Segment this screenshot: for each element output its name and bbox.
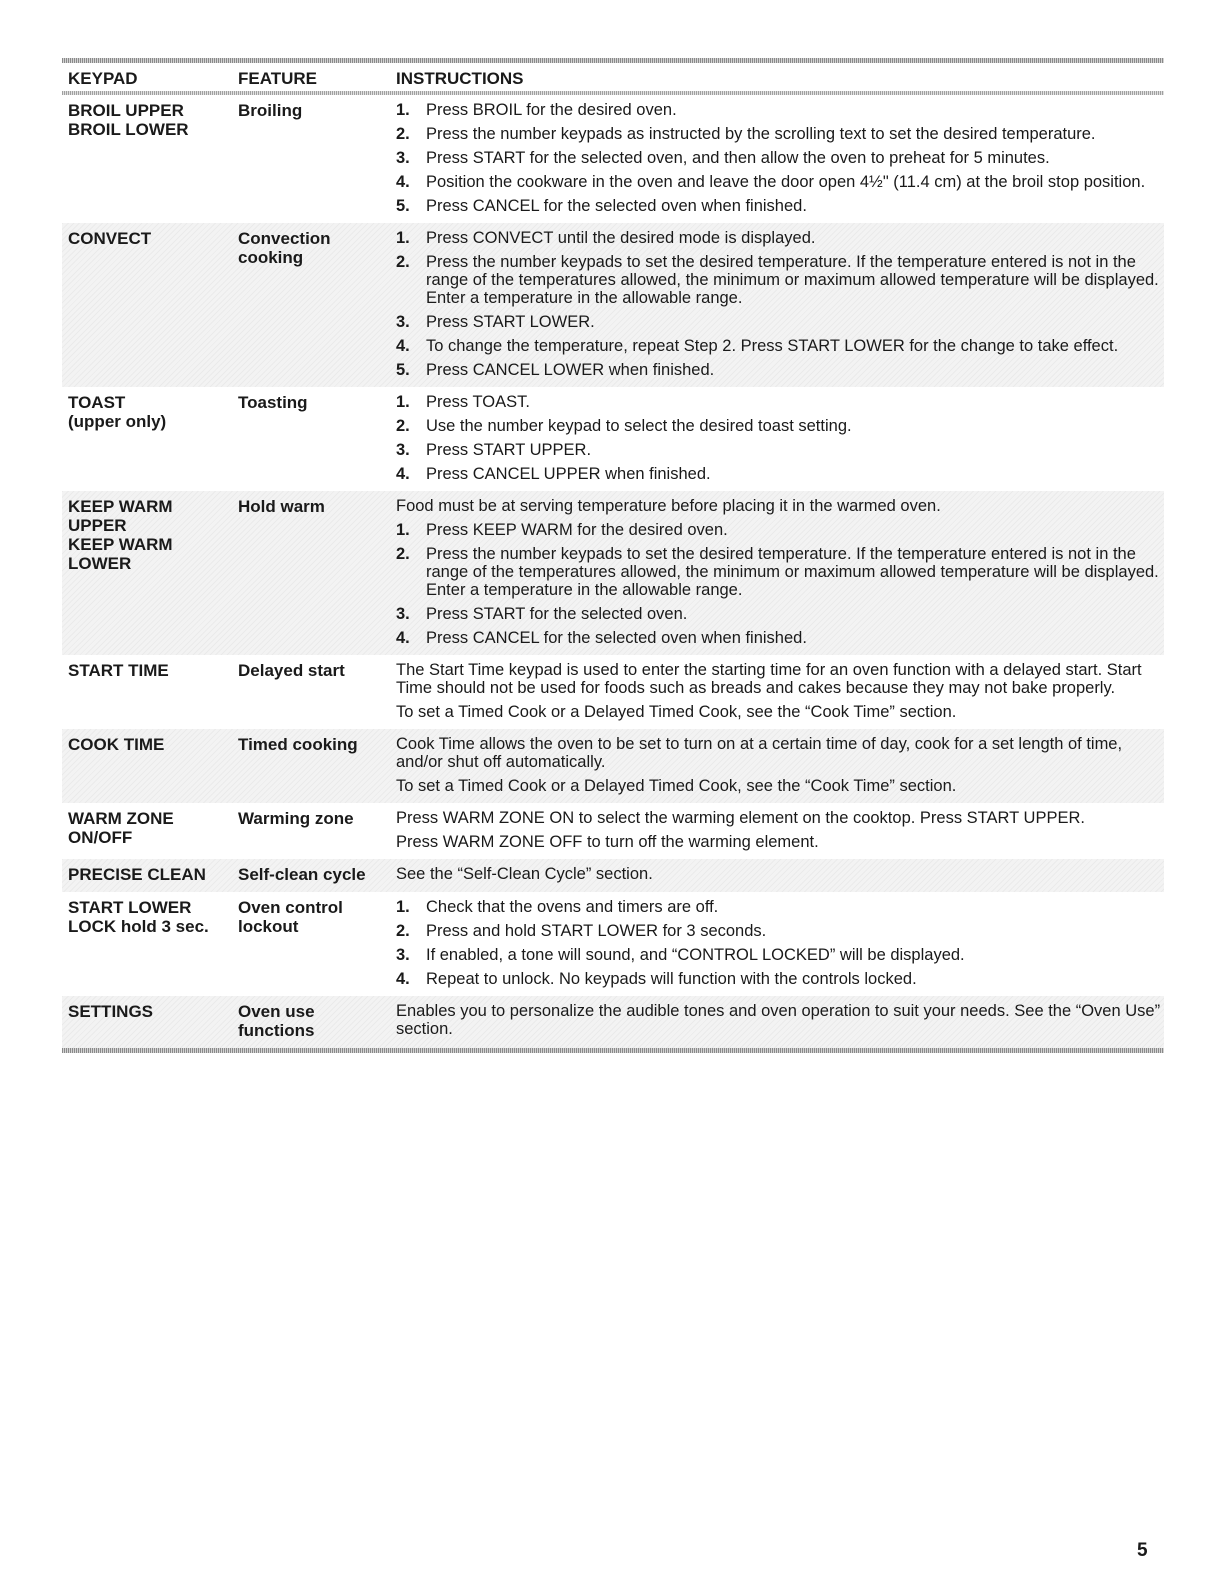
step-number: 4. [396, 465, 410, 483]
step-text: Press the number keypads to set the desired temperature. If the temperature entered is not in the range of the temperatures allowed, the minimum or maximum allowed temperature will be displayed. Enter a temperature in the allowable range. [426, 545, 1159, 599]
step-item [396, 337, 1164, 355]
feature-cell: Hold warm [238, 497, 325, 516]
keypad-cell: START LOWER LOCK hold 3 sec. [68, 898, 209, 936]
step-list [396, 101, 1164, 215]
feature-cell: Delayed start [238, 661, 345, 680]
step-item [396, 946, 1164, 964]
step-item [396, 417, 1164, 435]
step-list [396, 229, 1164, 379]
feature-cell: Oven use functions [238, 1002, 315, 1040]
keypad-cell: WARM ZONE ON/OFF [68, 809, 174, 847]
step-text: Press CONVECT until the desired mode is displayed. [426, 229, 816, 247]
instructions-cell [390, 229, 1164, 379]
step-number: 5. [396, 197, 410, 215]
instructions-cell [390, 393, 1164, 483]
step-number: 1. [396, 229, 410, 247]
step-number: 2. [396, 417, 410, 435]
instructions-cell [390, 497, 1164, 647]
step-item [396, 229, 1164, 247]
instruction-paragraph: The Start Time keypad is used to enter the starting time for an oven function with a delayed start. Start Time should not be used for foods such as breads and cakes because they may not bake properly. [396, 661, 1142, 697]
table-row [62, 95, 1164, 223]
step-text: Press the number keypads as instructed by the scrolling text to set the desired temperature. [426, 125, 1096, 143]
feature-cell: Broiling [238, 101, 303, 120]
step-number: 2. [396, 545, 410, 563]
step-text: Press CANCEL for the selected oven when finished. [426, 629, 807, 647]
step-item [396, 101, 1164, 119]
feature-cell: Oven control lockout [238, 898, 343, 936]
step-item [396, 149, 1164, 167]
keypad-feature-table [62, 58, 1164, 1053]
table-row [62, 892, 1164, 996]
instructions-cell [390, 865, 1164, 884]
step-text: Press START for the selected oven, and then allow the oven to preheat for 5 minutes. [426, 149, 1050, 167]
table-row [62, 996, 1164, 1048]
instruction-paragraph: See the “Self-Clean Cycle” section. [396, 865, 653, 883]
step-item [396, 197, 1164, 215]
header-keypad: KEYPAD [68, 69, 138, 88]
step-text: Check that the ovens and timers are off. [426, 898, 719, 916]
step-text: Use the number keypad to select the desired toast setting. [426, 417, 852, 435]
step-text: Press the number keypads to set the desired temperature. If the temperature entered is not in the range of the temperatures allowed, the minimum or maximum allowed temperature will be displayed. Enter a temperature in the allowable range. [426, 253, 1159, 307]
step-text: Position the cookware in the oven and leave the door open 4½" (11.4 cm) at the broil stop position. [426, 173, 1146, 191]
step-text: Press KEEP WARM for the desired oven. [426, 521, 728, 539]
step-number: 1. [396, 521, 410, 539]
instructions-cell [390, 1002, 1164, 1040]
keypad-cell: KEEP WARM UPPER KEEP WARM LOWER [68, 497, 173, 573]
step-number: 3. [396, 441, 410, 459]
table-row [62, 803, 1164, 859]
keypad-cell: BROIL UPPER BROIL LOWER [68, 101, 189, 139]
step-number: 4. [396, 173, 410, 191]
step-item [396, 970, 1164, 988]
step-item [396, 253, 1164, 307]
step-item [396, 605, 1164, 623]
table-body [62, 95, 1164, 1048]
step-number: 3. [396, 313, 410, 331]
step-text: Press CANCEL for the selected oven when finished. [426, 197, 807, 215]
table-bottom-rule [62, 1048, 1164, 1053]
step-number: 2. [396, 253, 410, 271]
instruction-paragraph: Enables you to personalize the audible tones and oven operation to suit your needs. See the “Oven Use” section. [396, 1002, 1161, 1038]
step-list [396, 393, 1164, 483]
keypad-cell: START TIME [68, 661, 169, 680]
step-item [396, 629, 1164, 647]
step-item [396, 545, 1164, 599]
step-item [396, 173, 1164, 191]
step-number: 2. [396, 125, 410, 143]
step-text: Repeat to unlock. No keypads will function with the controls locked. [426, 970, 917, 988]
header-feature: FEATURE [238, 69, 318, 88]
step-number: 3. [396, 149, 410, 167]
keypad-cell: TOAST (upper only) [68, 393, 167, 431]
instruction-paragraph: Cook Time allows the oven to be set to turn on at a certain time of day, cook for a set length of time, and/or shut off automatically. [396, 735, 1123, 771]
instruction-paragraph: Press WARM ZONE OFF to turn off the warming element. [396, 833, 819, 851]
step-text: To change the temperature, repeat Step 2. Press START LOWER for the change to take effect. [426, 337, 1119, 355]
instructions-cell [390, 735, 1164, 795]
instructions-cell [390, 101, 1164, 215]
feature-cell: Toasting [238, 393, 308, 412]
step-item [396, 441, 1164, 459]
keypad-cell: PRECISE CLEAN [68, 865, 206, 884]
step-number: 1. [396, 101, 410, 119]
step-text: Press and hold START LOWER for 3 seconds. [426, 922, 767, 940]
feature-cell: Self-clean cycle [238, 865, 366, 884]
instruction-paragraph: To set a Timed Cook or a Delayed Timed Cook, see the “Cook Time” section. [396, 777, 957, 795]
step-number: 4. [396, 337, 410, 355]
feature-cell: Warming zone [238, 809, 354, 828]
step-text: Press TOAST. [426, 393, 530, 411]
feature-cell: Convection cooking [238, 229, 331, 267]
instruction-paragraph: Press WARM ZONE ON to select the warming element on the cooktop. Press START UPPER. [396, 809, 1085, 827]
table-row [62, 491, 1164, 655]
step-item [396, 922, 1164, 940]
instructions-cell [390, 661, 1164, 721]
page-number: 5 [1137, 1540, 1148, 1561]
step-item [396, 898, 1164, 916]
step-number: 4. [396, 970, 410, 988]
step-text: If enabled, a tone will sound, and “CONTROL LOCKED” will be displayed. [426, 946, 965, 964]
table-row [62, 859, 1164, 892]
step-number: 2. [396, 922, 410, 940]
step-list [396, 898, 1164, 988]
step-number: 3. [396, 605, 410, 623]
step-list [396, 521, 1164, 647]
table-row [62, 729, 1164, 803]
step-item [396, 521, 1164, 539]
step-text: Press START UPPER. [426, 441, 592, 459]
table-row [62, 387, 1164, 491]
keypad-cell: COOK TIME [68, 735, 165, 754]
instructions-cell [390, 809, 1164, 851]
instructions-cell [390, 898, 1164, 988]
table-header-row [62, 63, 1164, 91]
step-item [396, 313, 1164, 331]
instruction-paragraph: To set a Timed Cook or a Delayed Timed Cook, see the “Cook Time” section. [396, 703, 957, 721]
keypad-cell: SETTINGS [68, 1002, 154, 1021]
step-item [396, 125, 1164, 143]
step-number: 3. [396, 946, 410, 964]
keypad-cell: CONVECT [68, 229, 152, 248]
step-number: 1. [396, 393, 410, 411]
step-number: 1. [396, 898, 410, 916]
step-item [396, 361, 1164, 379]
step-item [396, 465, 1164, 483]
header-instructions: INSTRUCTIONS [396, 69, 524, 88]
step-number: 5. [396, 361, 410, 379]
feature-cell: Timed cooking [238, 735, 358, 754]
instructions-intro: Food must be at serving temperature before placing it in the warmed oven. [396, 497, 941, 515]
step-item [396, 393, 1164, 411]
step-text: Press CANCEL LOWER when finished. [426, 361, 715, 379]
step-text: Press BROIL for the desired oven. [426, 101, 677, 119]
step-text: Press CANCEL UPPER when finished. [426, 465, 711, 483]
step-text: Press START LOWER. [426, 313, 595, 331]
step-text: Press START for the selected oven. [426, 605, 688, 623]
table-row [62, 655, 1164, 729]
step-number: 4. [396, 629, 410, 647]
table-row [62, 223, 1164, 387]
